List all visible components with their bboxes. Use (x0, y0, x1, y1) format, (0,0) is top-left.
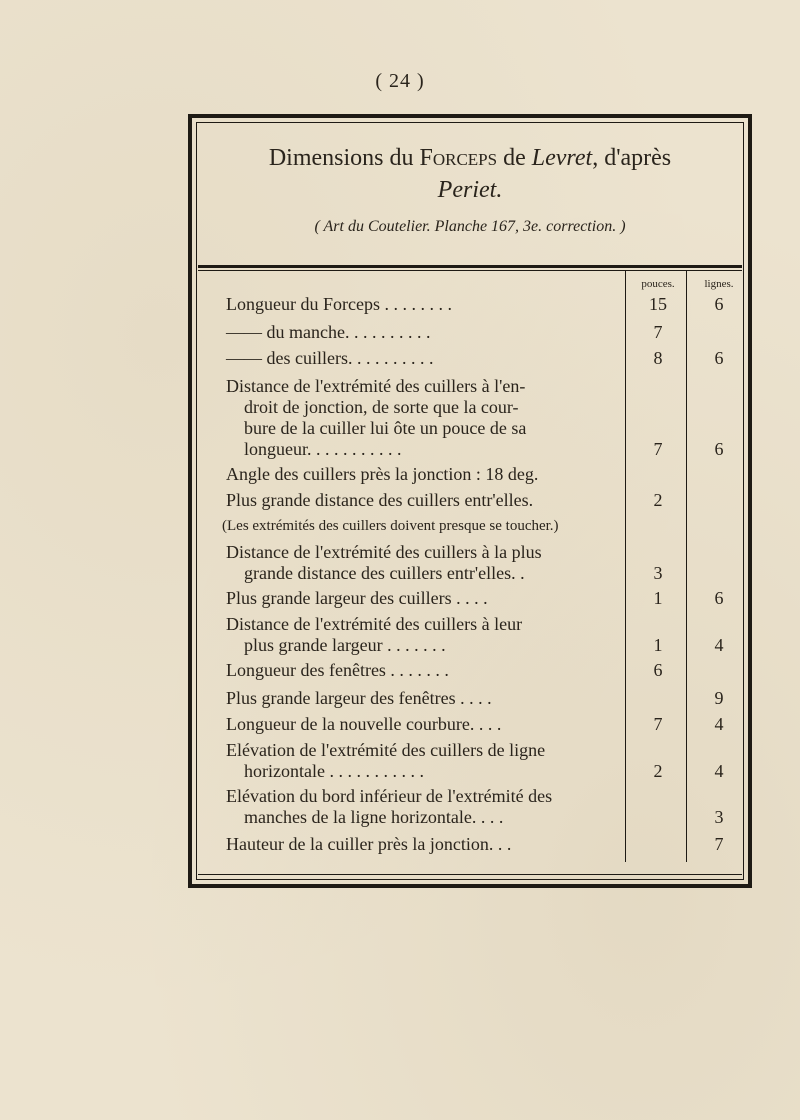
table-subtitle: ( Art du Coutelier. Planche 167, 3e. correction. ) (314, 218, 626, 235)
row-label-line: Elévation de l'extrémité des cuillers de ligne (226, 740, 546, 760)
header-rule (198, 265, 742, 268)
row-label (226, 588, 606, 609)
pouces-header: pouces. (641, 278, 675, 290)
footer-rule (198, 874, 742, 875)
row-label-line: Plus grande largeur des fenêtres . . . . (226, 688, 492, 708)
row-label-line: Longueur de la nouvelle courbure. . . . (226, 714, 502, 734)
row-label (226, 294, 606, 315)
row-label-line: longueur. . . . . . . . . . . (244, 439, 402, 459)
pouces-value: 6 (653, 660, 663, 680)
pouces-value: 15 (649, 294, 667, 314)
row-label-line: bure de la cuiller lui ôte un pouce de sa (244, 418, 527, 438)
row-label-line: manches de la ligne horizontale. . . . (244, 807, 504, 827)
lignes-value: 6 (714, 588, 724, 608)
row-label (222, 516, 622, 537)
row-label (226, 660, 606, 681)
row-label-line: plus grande largeur . . . . . . . (244, 635, 446, 655)
row-label (226, 322, 606, 343)
row-label (226, 740, 606, 782)
pouces-value: 3 (653, 563, 663, 583)
row-label-line: horizontale . . . . . . . . . . . (244, 761, 424, 781)
pouces-value: 1 (653, 635, 663, 655)
row-label-line: Plus grande largeur des cuillers . . . . (226, 588, 488, 608)
row-label (226, 614, 606, 656)
lignes-header: lignes. (704, 278, 734, 290)
lignes-value: 4 (714, 714, 724, 734)
row-label-line: Hauteur de la cuiller près la jonction. . . (226, 834, 512, 854)
row-label (226, 490, 606, 511)
row-label (226, 376, 606, 460)
row-label-line: Distance de l'extrémité des cuillers à l'en- (226, 376, 526, 396)
row-label-line: Longueur des fenêtres . . . . . . . (226, 660, 449, 680)
row-label-line: —— du manche. . . . . . . . . . (226, 322, 431, 342)
pouces-value: 7 (653, 322, 663, 342)
pouces-value: 1 (653, 588, 663, 608)
row-label (226, 464, 606, 485)
lignes-value: 6 (714, 439, 724, 459)
row-label-line: —— des cuillers. . . . . . . . . . (226, 348, 434, 368)
row-label (226, 714, 606, 735)
title-prefix: Dimensions du (268, 145, 420, 171)
title-de: de (497, 145, 532, 171)
row-label-line: Distance de l'extrémité des cuillers à la plus (226, 542, 542, 562)
row-label-line: (Les extrémités des cuillers doivent presque se toucher.) (222, 518, 559, 534)
lignes-value: 3 (714, 807, 724, 827)
lignes-value: 9 (714, 688, 724, 708)
title-forceps: Forceps (419, 145, 498, 171)
pouces-value: 8 (653, 348, 663, 368)
pouces-value: 7 (653, 714, 663, 734)
lignes-value: 6 (714, 294, 724, 314)
row-label-line: Longueur du Forceps . . . . . . . . (226, 294, 452, 314)
row-label (226, 688, 606, 709)
lignes-value: 6 (714, 348, 724, 368)
row-label-line: Distance de l'extrémité des cuillers à leur (226, 614, 523, 634)
row-label (226, 834, 606, 855)
title-apres: , d'après (592, 145, 672, 171)
row-label-line: Angle des cuillers près la jonction : 18 deg. (226, 464, 539, 484)
row-label (226, 786, 606, 828)
row-label (226, 348, 606, 369)
pouces-value: 7 (653, 439, 663, 459)
title-levret: Levret (531, 145, 593, 171)
dimensions-table-frame (188, 114, 752, 888)
pouces-value: 2 (653, 761, 663, 781)
pouces-column-rule (625, 270, 626, 862)
row-label-line: droit de jonction, de sorte que la cour- (244, 397, 519, 417)
title-periet: Periet. (437, 177, 503, 203)
lignes-value: 4 (714, 761, 724, 781)
table-title (202, 142, 738, 206)
lignes-value: 7 (714, 834, 724, 854)
row-label-line: grande distance des cuillers entr'elles. . (244, 563, 525, 583)
page-number: ( 24 ) (375, 70, 425, 92)
row-label (226, 542, 606, 584)
lignes-value: 4 (714, 635, 724, 655)
pouces-value: 2 (653, 490, 663, 510)
row-label-line: Plus grande distance des cuillers entr'elles. (226, 490, 534, 510)
row-label-line: Elévation du bord inférieur de l'extrémité des (226, 786, 553, 806)
